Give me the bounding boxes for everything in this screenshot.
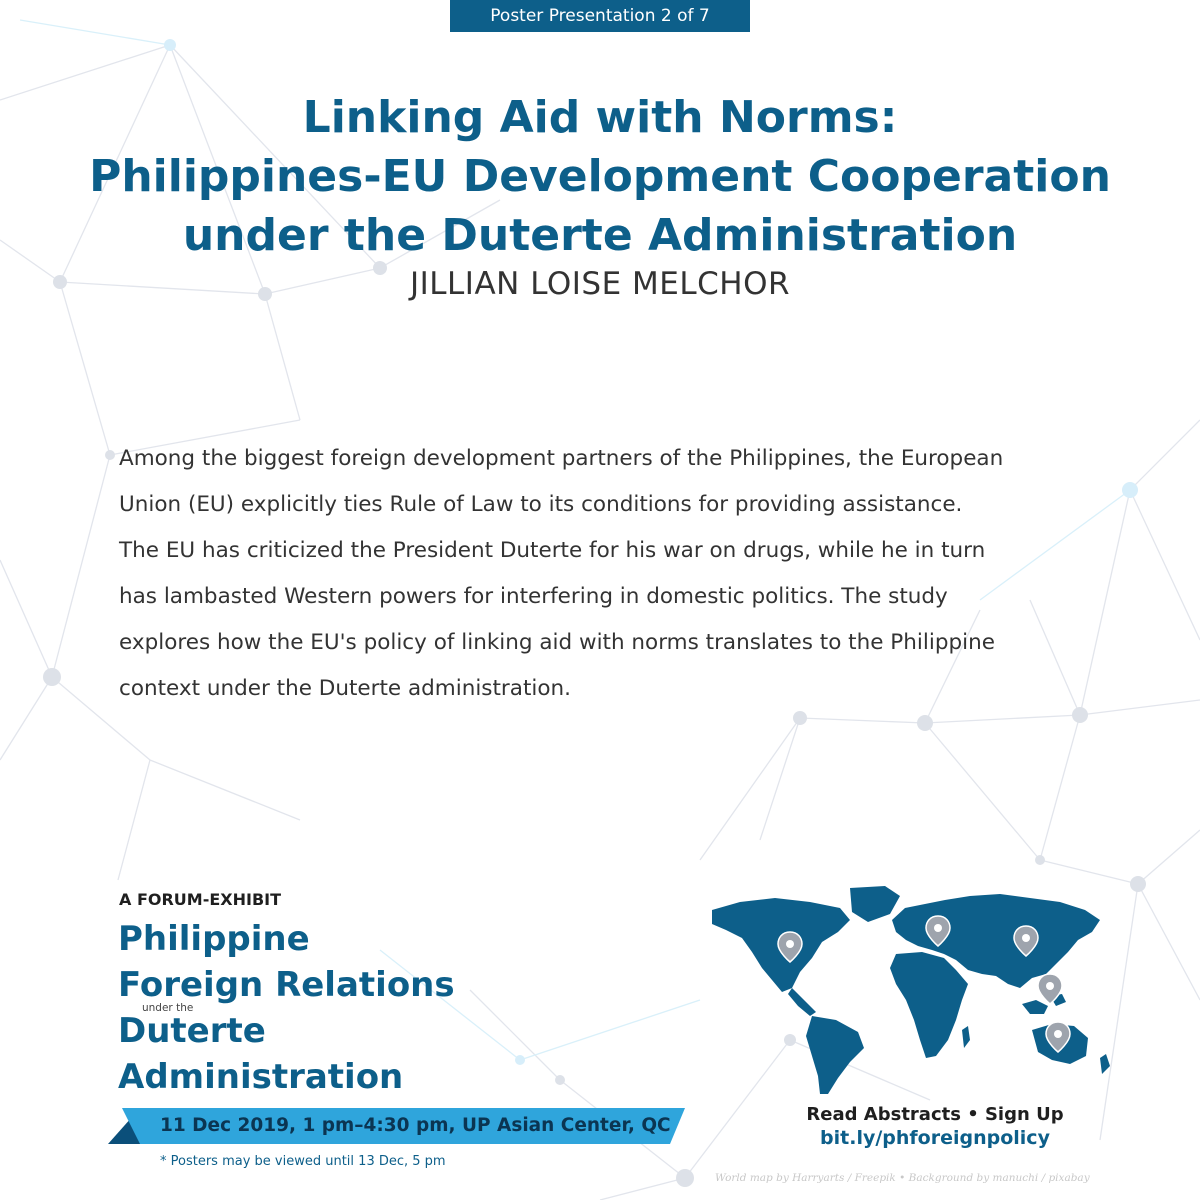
viewing-note: * Posters may be viewed until 13 Dec, 5 pm [160, 1154, 446, 1169]
abstract-line: Union (EU) explicitly ties Rule of Law to its conditions for providing assistance. [119, 492, 963, 517]
abstracts-link[interactable]: bit.ly/phforeignpolicy [820, 1127, 1050, 1149]
poster-title-line: Linking Aid with Norms: [302, 92, 898, 143]
poster-title-line: Philippines-EU Development Cooperation [89, 151, 1111, 202]
forum-title-connector: under the [142, 1002, 194, 1014]
abstract-line: Among the biggest foreign development partners of the Philippines, the European [119, 446, 1004, 471]
world-map-icon [700, 880, 1130, 1100]
call-to-action: Read Abstracts • Sign Up [806, 1104, 1064, 1125]
forum-title-line: Duterte [118, 1011, 266, 1051]
forum-exhibit-label: A FORUM-EXHIBIT [119, 890, 282, 909]
abstract-text [119, 436, 1129, 712]
poster-title [0, 88, 1200, 265]
abstract-line: context under the Duterte administration. [119, 676, 571, 701]
event-details: 11 Dec 2019, 1 pm–4:30 pm, UP Asian Center, QC [160, 1115, 671, 1136]
poster-number-badge: Poster Presentation 2 of 7 [450, 0, 750, 32]
abstract-line: The EU has criticized the President Duterte for his war on drugs, while he in turn [119, 538, 986, 563]
forum-title-line: Administration [118, 1057, 404, 1097]
poster-title-line: under the Duterte Administration [182, 210, 1018, 261]
author-name: JILLIAN LOISE MELCHOR [409, 266, 791, 302]
forum-title-line: Philippine [118, 919, 310, 959]
abstract-line: has lambasted Western powers for interfering in domestic politics. The study [119, 584, 948, 609]
abstract-line: explores how the EU's policy of linking aid with norms translates to the Philippine [119, 630, 995, 655]
forum-title-line: Foreign Relations [118, 965, 455, 1005]
image-credits: World map by Harryarts / Freepik • Background by manuchi / pixabay [715, 1172, 1090, 1184]
